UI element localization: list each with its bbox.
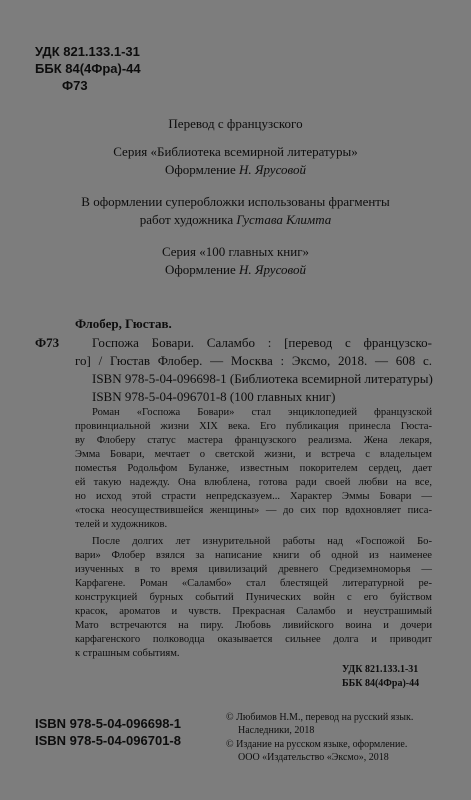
catalog-line1: Госпожа Бовари. Саламбо : [перевод с французско-: [92, 335, 432, 350]
copyright-translation-heirs: Наследники, 2018: [238, 725, 315, 736]
cover-note-prefix: работ художника: [139, 212, 237, 227]
annotation-p1-line: «тоска неосуществившейся женщины» — до сих пор вдохновляет писа-: [75, 505, 432, 516]
annotation-p1-line: Роман «Госпожа Бовари» стал энциклопедией французской: [92, 407, 432, 418]
udk-code: УДК 821.133.1-31: [35, 44, 140, 59]
annotation-p1-line: ей такую надежду. Она влюблена, готова ради своей любви на все,: [75, 477, 432, 488]
catalog-code: Ф73: [35, 335, 60, 350]
bbk-code: ББК 84(4Фра)-44: [35, 61, 141, 76]
cover-note-line1: В оформлении суперобложки использованы фрагменты: [81, 194, 390, 209]
annotation-p2-line: Мато встречаются на пиру. Любовь ливийского воина и дочери: [75, 620, 432, 631]
annotation-p2-line: конструкцией бурных событий Пунических войн с его буйством: [75, 592, 432, 603]
bbk-small: ББК 84(4Фра)-44: [342, 678, 420, 689]
catalog-isbn-2: ISBN 978-5-04-096701-8 (100 главных книг): [92, 389, 336, 404]
annotation-p1-line: телей и художников.: [75, 519, 168, 530]
design-credit-1-prefix: Оформление: [165, 162, 240, 177]
annotation-p2-line: Карфагене. Роман «Саламбо» стал блестящей литературной ре-: [75, 578, 432, 589]
series-library: Серия «Библиотека всемирной литературы»: [113, 144, 358, 159]
annotation-p1-line: провинциальной жизни XIX века. Его публикация принесла Гюста-: [75, 421, 432, 432]
design-credit-2-name: Н. Ярусовой: [239, 262, 306, 277]
design-credit-1-name: Н. Ярусовой: [239, 162, 306, 177]
annotation-p2-line: вари» Флобер взялся за написание книги об одной из наименее: [75, 550, 432, 561]
annotation-p1-line: Эмма Бовари, мечтает о светской жизни, и встреча с владельцем: [75, 449, 432, 460]
copyright-translation: © Любимов Н.М., перевод на русский язык.: [226, 712, 414, 723]
translation-note: Перевод с французского: [168, 116, 303, 131]
catalog-isbn-1: ISBN 978-5-04-096698-1 (Библиотека всемирной литературы): [92, 371, 433, 386]
author-mark: Ф73: [62, 78, 88, 93]
cover-note-artist: Густава Климта: [236, 212, 332, 227]
catalog-line2: го] / Гюстав Флобер. — Москва : Эксмо, 2018. — 608 с.: [75, 353, 432, 368]
design-credit-1: [0, 162, 471, 178]
cover-note-line2: [0, 212, 471, 228]
design-credit-2: [0, 262, 471, 278]
design-credit-2-prefix: Оформление: [165, 262, 240, 277]
annotation-p2-line: После долгих лет изнурительной работы над «Госпожой Бо-: [92, 536, 432, 547]
annotation-p2-line: к страшным событиям.: [75, 648, 180, 659]
footer-isbn-2: ISBN 978-5-04-096701-8: [35, 733, 181, 748]
footer-isbn-1: ISBN 978-5-04-096698-1: [35, 716, 181, 731]
annotation-p1-line: но исход этой страсти непредсказуем... Характер Эммы Бовари —: [75, 491, 432, 502]
annotation-p1-line: ву Флоберу статус мастера французского реализма. Жена лекаря,: [75, 435, 432, 446]
annotation-p2-line: карфагенского полководца оказывается сильнее долга и приводит: [75, 634, 432, 645]
series-100-books: Серия «100 главных книг»: [161, 244, 310, 259]
catalog-author: Флобер, Гюстав.: [75, 316, 172, 331]
annotation-p2-line: красок, ароматов и чувств. Прекрасная Саламбо и неустрашимый: [75, 606, 432, 617]
annotation-p1-line: поместья Родольфом Буланже, известным покорителем сердец, дает: [75, 463, 432, 474]
annotation-p2-line: изученных в то время цивилизаций древнего Средиземноморья —: [75, 564, 432, 575]
copyright-publisher: ООО «Издательство «Эксмо», 2018: [238, 752, 389, 763]
copyright-edition: © Издание на русском языке, оформление.: [226, 739, 408, 750]
udk-small: УДК 821.133.1-31: [342, 664, 419, 675]
